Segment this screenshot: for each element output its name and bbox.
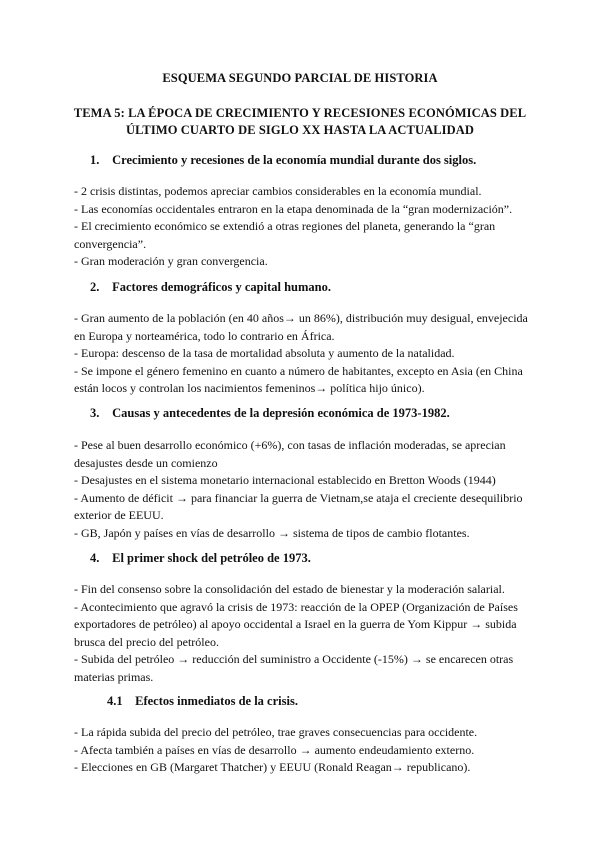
section-body (74, 581, 534, 687)
topic-title-line-1: TEMA 5: LA ÉPOCA DE CRECIMIENTO Y RECESIONES ECONÓMICAS DEL (73, 106, 527, 120)
bullet-item: - GB, Japón y países en vías de desarrollo → sistema de tipos de cambio flotantes. (74, 525, 470, 540)
bullet-item: - Aumento de déficit → para financiar la guerra de Vietnam,se ataja el creciente desequilibrio exterior de EEUU. (74, 490, 523, 523)
bullet-item: - Europa: descenso de la tasa de mortalidad absoluta y aumento de la natalidad. (74, 346, 455, 361)
section-heading (90, 551, 311, 566)
section-title: Causas y antecedentes de la depresión económica de 1973-1982. (112, 406, 450, 420)
document-title: ESQUEMA SEGUNDO PARCIAL DE HISTORIA (162, 71, 438, 85)
topic-title-line-2: ÚLTIMO CUARTO DE SIGLO XX HASTA LA ACTUALIDAD (126, 123, 474, 137)
section-body (74, 310, 534, 398)
bullet-item: - 2 crisis distintas, podemos apreciar cambios considerables en la economía mundial. (74, 184, 482, 198)
bullet-item: - La rápida subida del precio del petróleo, trae graves consecuencias para occidente. (74, 725, 478, 739)
subsection-heading (107, 694, 298, 709)
section-number: 4.1 (107, 694, 123, 708)
bullet-item: - Pese al buen desarrollo económico (+6%), con tasas de inflación moderadas, se aprecian desajustes desde un comienzo (74, 438, 506, 470)
section-body (74, 724, 534, 777)
bullet-item: - Subida del petróleo → reducción del suministro a Occidente (-15%) → se encarecen otras materias primas. (74, 652, 514, 684)
section-heading (90, 280, 331, 295)
bullet-item: - Gran moderación y gran convergencia. (74, 254, 268, 269)
section-title: El primer shock del petróleo de 1973. (112, 551, 311, 565)
section-title: Crecimiento y recesiones de la economía mundial durante dos siglos. (112, 153, 477, 167)
section-body (74, 183, 534, 271)
section-body (74, 437, 534, 543)
bullet-item: - Fin del consenso sobre la consolidación del estado de bienestar y la moderación salarial. (74, 582, 505, 596)
bullet-item: - Afecta también a países en vías de desarrollo → aumento endeudamiento externo. (74, 742, 475, 757)
bullet-item: - Acontecimiento que agravó la crisis de 1973: reacción de la OPEP (Organización de Países exportadores de petróleo) al apoyo occidental a Israel en la guerra de Yom Kippur → subida brusca del precio del petróleo. (74, 599, 518, 649)
bullet-item: - Gran aumento de la población (en 40 años→ un 86%), distribución muy desigual, envejecida en Europa y norteamérica, todo lo contrario en África. (74, 311, 528, 343)
section-number: 2. (90, 280, 100, 294)
section-title: Efectos inmediatos de la crisis. (135, 694, 298, 708)
bullet-item: - Se impone el género femenino en cuanto a número de habitantes, excepto en Asia (en China están locos y controlan los nacimientos femeninos→ política hijo único). (74, 363, 523, 396)
section-title: Factores demográficos y capital humano. (112, 280, 331, 294)
bullet-item: - El crecimiento económico se extendió a otras regiones del planeta, generando la “gran convergencia”. (74, 219, 496, 251)
bullet-item: - Elecciones en GB (Margaret Thatcher) y EEUU (Ronald Reagan→ republicano). (74, 760, 471, 775)
section-heading (90, 406, 450, 421)
section-heading (90, 153, 476, 168)
section-number: 1. (90, 153, 100, 167)
section-number: 3. (90, 406, 100, 420)
section-number: 4. (90, 551, 100, 565)
bullet-item: - Las economías occidentales entraron en la etapa denominada de la “gran modernización”. (74, 201, 513, 216)
bullet-item: - Desajustes en el sistema monetario internacional establecido en Bretton Woods (1944) (74, 473, 496, 488)
